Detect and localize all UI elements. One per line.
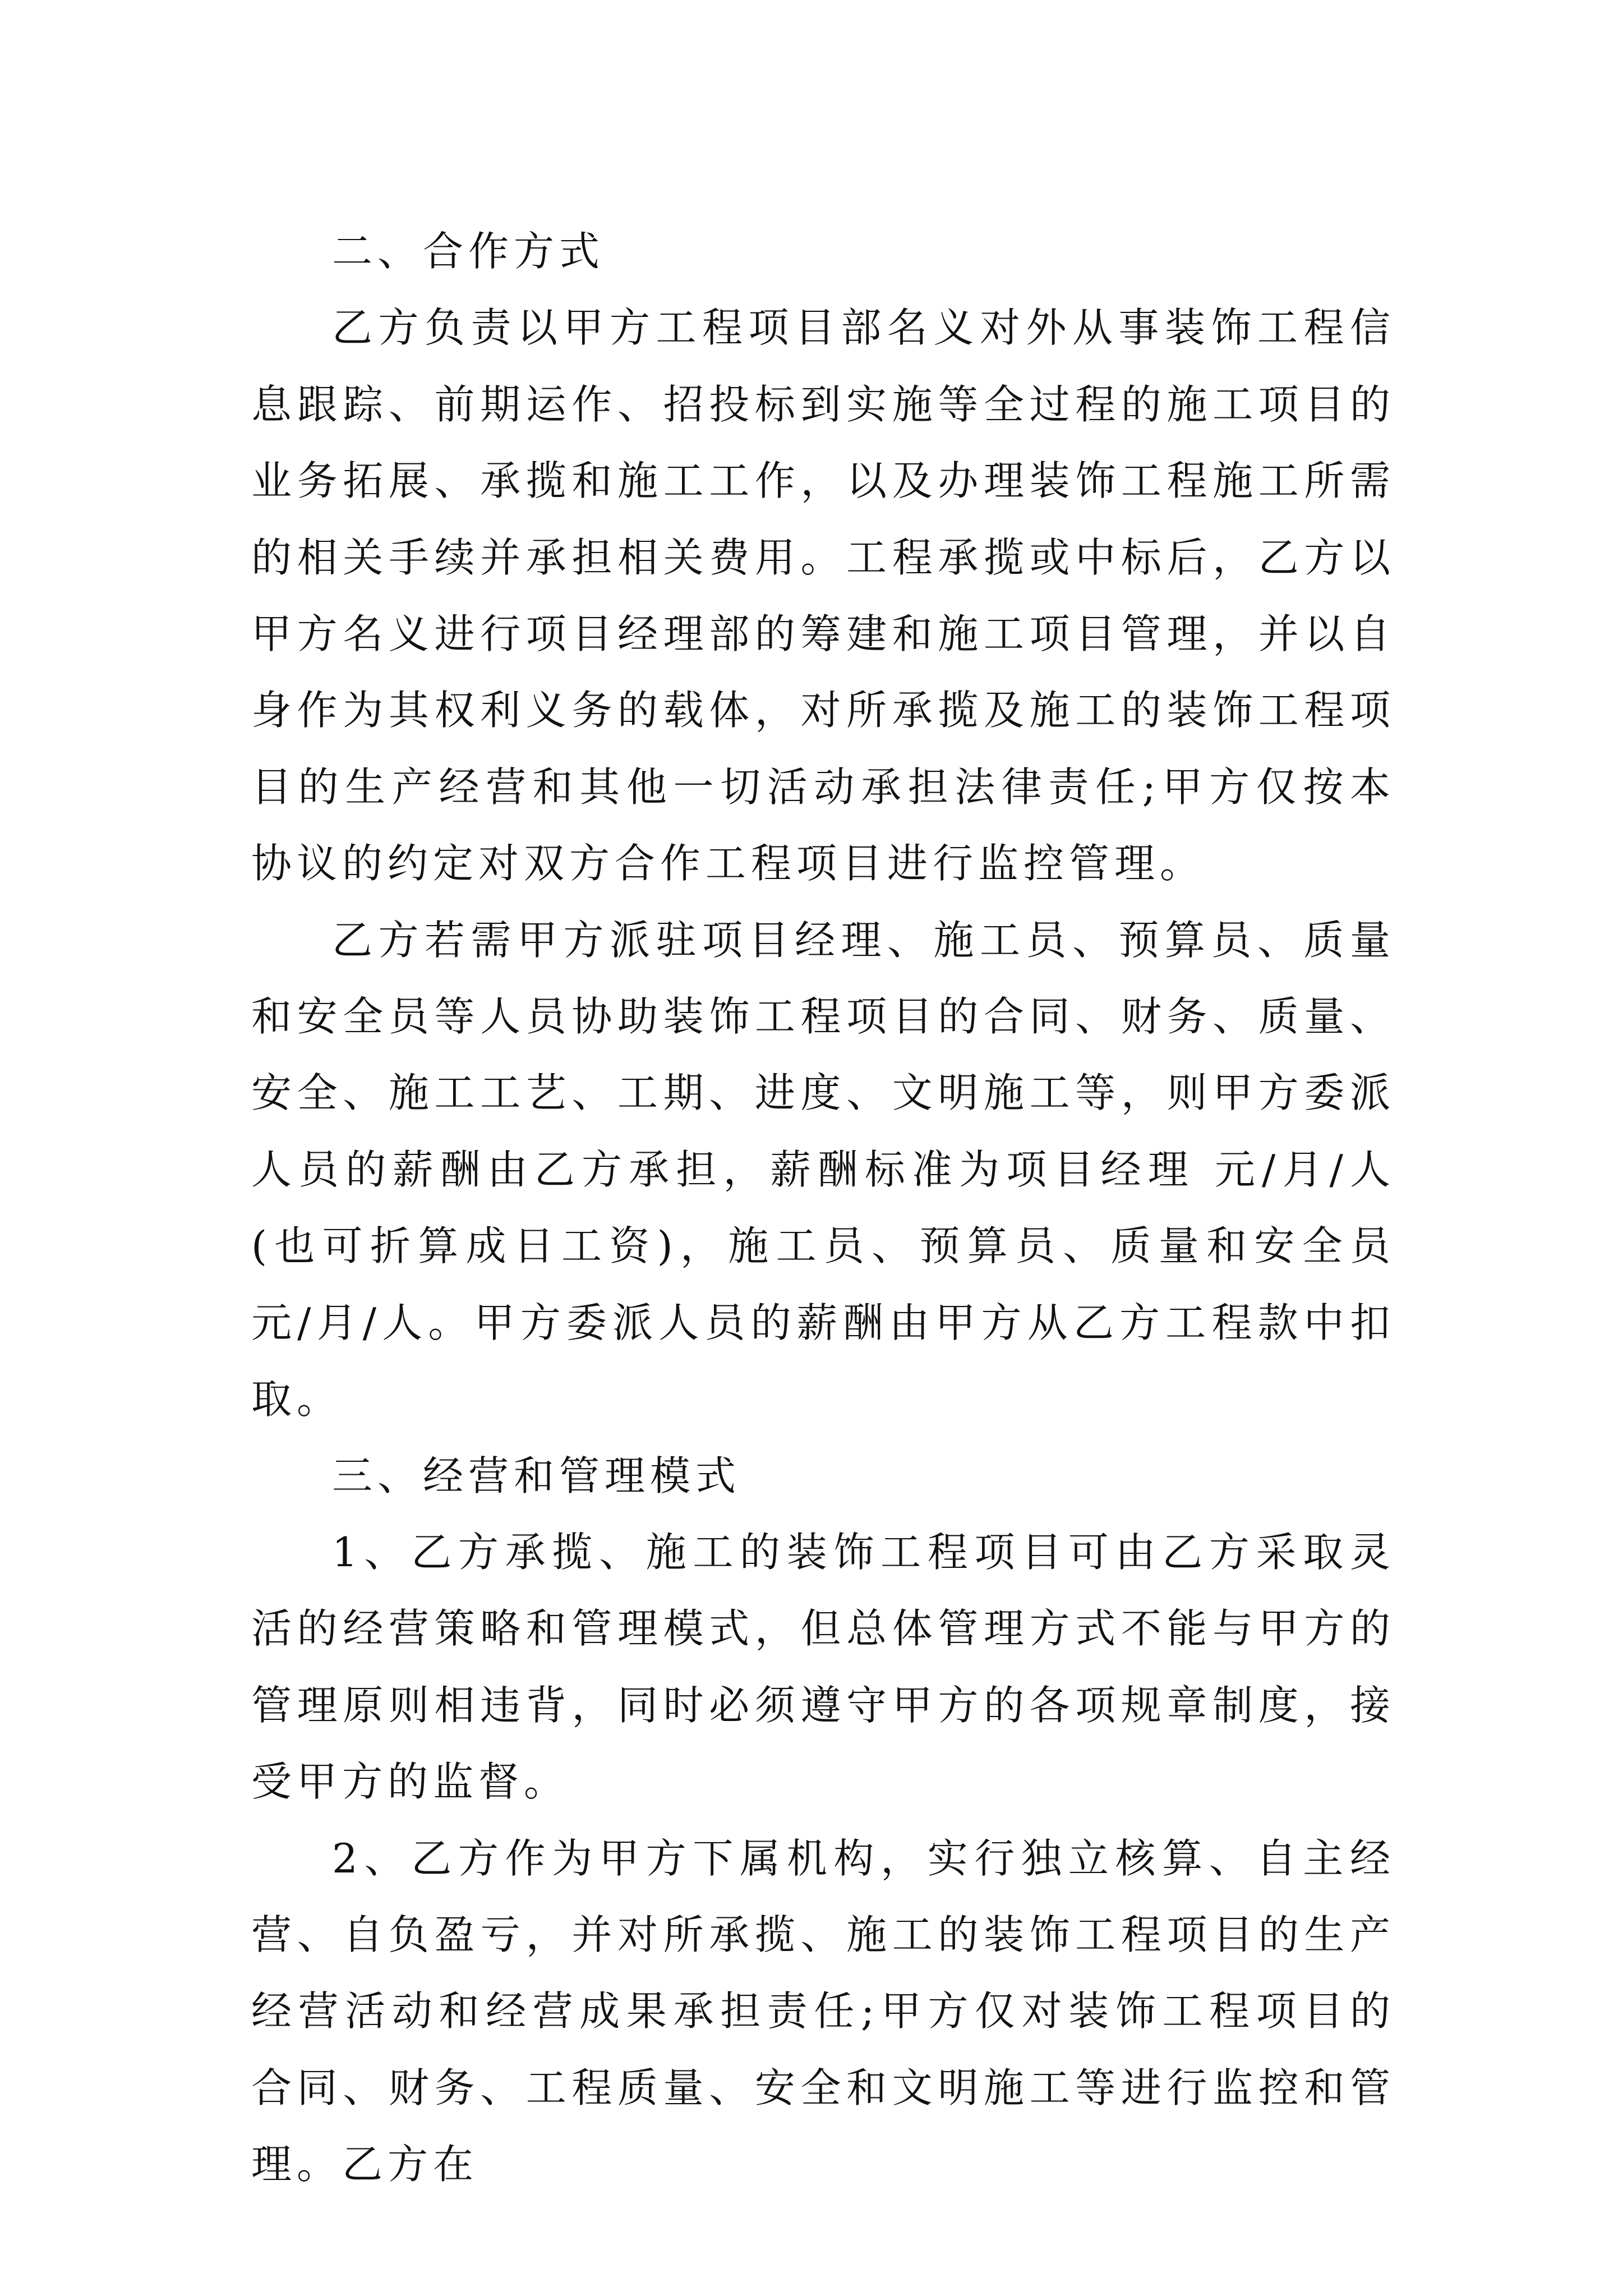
section-heading-management-mode: 三、经营和管理模式 bbox=[332, 1452, 741, 1499]
section-heading-cooperation: 二、合作方式 bbox=[332, 228, 605, 275]
paragraph-item-2: 2、乙方作为甲方下属机构，实行独立核算、自主经营、自负盈亏，并对所承揽、施工的装饰工程项目的生产经营活动和经营成果承担责任;甲方仅对装饰工程项目的合同、财务、工程质量、安全和文明施工等进行监控和管理。乙方在 bbox=[251, 1834, 1395, 2188]
paragraph-item-1: 1、乙方承揽、施工的装饰工程项目可由乙方采取灵活的经营策略和管理模式，但总体管理方式不能与甲方的管理原则相违背，同时必须遵守甲方的各项规章制度，接受甲方的监督。 bbox=[251, 1528, 1395, 1806]
paragraph-responsibility: 乙方负责以甲方工程项目部名义对外从事装饰工程信息跟踪、前期运作、招投标到实施等全过程的施工项目的业务拓展、承揽和施工工作，以及办理装饰工程施工所需的相关手续并承担相关费用。工程承揽或中标后，乙方以甲方名义进行项目经理部的筹建和施工项目管理，并以自身作为其权利义务的载体，对所承揽及施工的装饰工程项目的生产经营和其他一切活动承担法律责任;甲方仅按本协议的约定对双方合作工程项目进行监控管理。 bbox=[251, 304, 1395, 887]
paragraph-dispatched-staff: 乙方若需甲方派驻项目经理、施工员、预算员、质量和安全员等人员协助装饰工程项目的合同、财务、质量、安全、施工工艺、工期、进度、文明施工等，则甲方委派人员的薪酬由乙方承担，薪酬标准为项目经理 元/月/人(也可折算成日工资)，施工员、预算员、质量和安全员 元/月/人。甲方委派人员的薪酬由甲方从乙方工程款中扣取。 bbox=[251, 916, 1395, 1423]
document-body bbox=[251, 213, 1395, 2203]
